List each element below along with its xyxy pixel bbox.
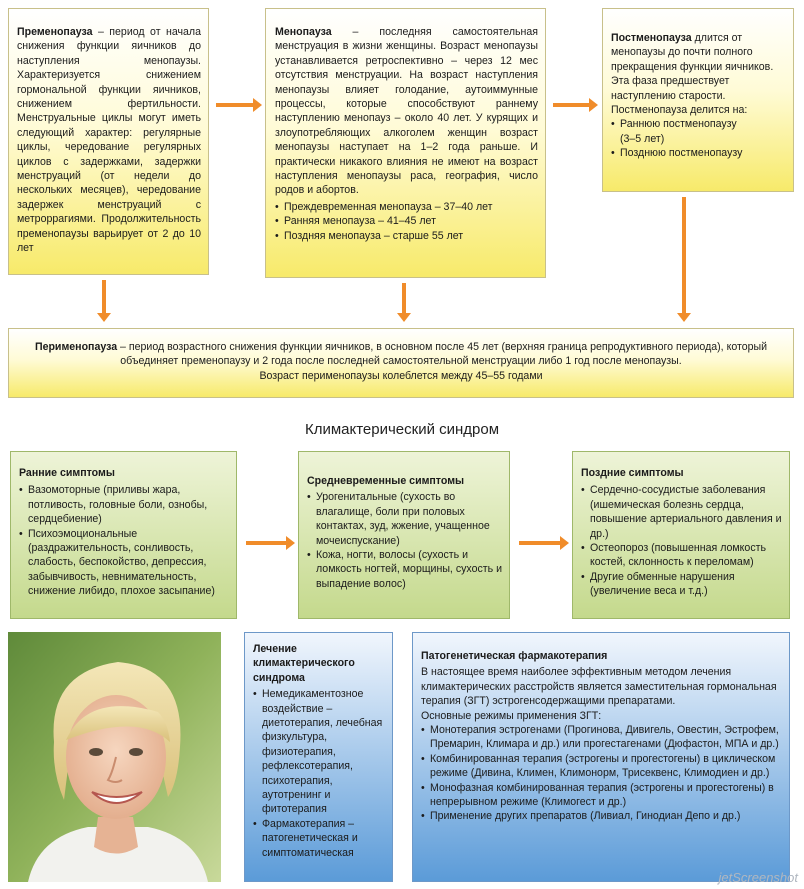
pharmacotherapy-title: Патогенетическая фармакотерапия	[421, 650, 608, 662]
arrow-down-icon	[102, 280, 106, 314]
pharmacotherapy-modes: Основные режимы применения ЗГТ:	[421, 709, 602, 722]
list-item: • Остеопороз (повышенная ломкость костей, склонность к переломам)	[581, 541, 782, 570]
woman-portrait-icon	[8, 632, 221, 882]
late-symptoms-box	[572, 451, 790, 619]
perimenopause-age: Возраст перименопаузы колеблется между 45–55 годами	[259, 369, 543, 382]
list-item: • Урогенитальные (сухость во влагалище, боли при половых контактах, зуд, жжение, учащенное мочеиспускание)	[307, 490, 502, 548]
early-symptoms-list	[19, 483, 229, 598]
perimenopause-box	[8, 328, 794, 398]
treatment-title: Лечение климактерического синдрома	[253, 643, 355, 684]
postmenopause-box	[602, 8, 794, 192]
treatment-box	[244, 632, 393, 882]
list-item: • Преждевременная менопауза – 37–40 лет	[275, 200, 538, 214]
postmenopause-list	[611, 117, 786, 160]
menopause-list	[275, 200, 538, 243]
list-item: • Психоэмоциональные (раздражительность, сонливость, слабость, беспокойство, депрессия, забывчивость, невнимательность, снижение либидо, плохое засыпание)	[19, 527, 229, 599]
list-item: • Монотерапия эстрогенами (Прогинова, Дивигель, Овестин, Эстрофем, Премарин, Климара и др.) или прогестагенами (Дюфастон, МПА и др.)	[421, 723, 781, 752]
pharmacotherapy-box	[412, 632, 790, 882]
postmenopause-text: длится от менопаузы до почти полного прекращения функции яичников. Эта фаза предшествует наступлению старости.	[611, 32, 774, 102]
perimenopause-text: – период возрастного снижения функции яичников, в основном после 45 лет (верхняя граница репродуктивного периода), который объединяет пременопаузу и 2 года после последней самостоятельной менструации либо 1 год после менопаузы.	[117, 341, 768, 368]
list-item: • Комбинированная терапия (эстрогены и прогестогены) в циклическом режиме (Дивина, Климен, Климонорм, Трисеквенс, Климодиен и др.)	[421, 752, 781, 781]
arrow-right-icon	[246, 541, 287, 545]
treatment-list	[253, 687, 386, 860]
list-item: • Кожа, ногти, волосы (сухость и ломкость ногтей, морщины, сухость и выпадение волос)	[307, 548, 502, 591]
list-item: • Сердечно-сосудистые заболевания (ишемическая болезнь сердца, повышение артериального давления и др.)	[581, 483, 782, 541]
arrow-down-icon	[682, 197, 686, 314]
woman-photo	[8, 632, 221, 882]
postmenopause-divides: Постменопауза делится на:	[611, 104, 748, 117]
menopause-box	[265, 8, 546, 278]
list-item: • Немедикаментозное воздействие – диетотерапия, лечебная физкультура, физиотерапия, рефлексотерапия, психотерапия, аутотренинг и фитотерапия	[253, 687, 386, 817]
list-item: • Вазомоторные (приливы жара, потливость, головные боли, ознобы, сердцебиение)	[19, 483, 229, 526]
arrow-right-icon	[553, 103, 590, 107]
mid-symptoms-title: Средневременные симптомы	[307, 475, 465, 487]
arrow-down-icon	[402, 283, 406, 314]
menopause-title: Менопауза	[275, 26, 332, 38]
premenopause-box	[8, 8, 209, 275]
list-item: • Монофазная комбинированная терапия (эстрогены и прогестогены) в непрерывном режиме (Климогест и др.)	[421, 781, 781, 810]
pharmacotherapy-list	[421, 723, 781, 824]
list-item: • Ранняя менопауза – 41–45 лет	[275, 214, 538, 228]
early-symptoms-box	[10, 451, 237, 619]
late-symptoms-title: Поздние симптомы	[581, 467, 684, 479]
list-item: • Раннюю постменопаузу (3–5 лет)	[611, 117, 786, 146]
premenopause-text: – период от начала снижения функции яичников до наступления менопаузы. Характеризуется снижением гормональной функции яичников, снижением фертильности. Менструальные циклы могут иметь следующий характер: регулярные циклы, чередование регулярных циклов с задержками, задержки менструаций (от недели до нескольких месяцев), чередование задержек менструаций с метроррагиями. Продолжительность пременопаузы варьирует от 2 до 10 лет	[17, 26, 201, 255]
premenopause-title: Пременопауза	[17, 26, 93, 38]
postmenopause-title: Постменопауза	[611, 32, 692, 44]
list-item: • Поздняя менопауза – старше 55 лет	[275, 229, 538, 243]
early-symptoms-title: Ранние симптомы	[19, 467, 115, 479]
arrow-right-icon	[216, 103, 254, 107]
arrow-right-icon	[519, 541, 561, 545]
pharmacotherapy-text: В настоящее время наиболее эффективным методом лечения климактерических расстройств является заместительная гормональная терапия (ЗГТ) эстрогенсодержащими препаратами.	[421, 666, 777, 708]
late-symptoms-list	[581, 483, 782, 598]
list-item: • Применение других препаратов (Ливиал, Гинодиан Депо и др.)	[421, 809, 781, 823]
watermark: jetScreenshot	[718, 870, 798, 885]
menopause-text: – последняя самостоятельная менструация в жизни женщины. Возраст менопаузы устанавливается ретроспективно – через 12 мес отсутствия менструации. На возраст наступления менопаузы влияет голодание, аутоиммунные процессы, которые способствуют раннему наступлению менопауз – около 40 лет. У курящих и злоупотребляющих алкоголем женщин возраст менопаузы наступает на 1–2 года раньше. И практически никакого влияния не имеют на возраст наступления менопаузы раса, география, число родов и абортов.	[275, 26, 538, 197]
perimenopause-title: Перименопауза	[34, 341, 118, 353]
mid-symptoms-box	[298, 451, 510, 619]
syndrome-title: Климактерический синдром	[304, 421, 500, 438]
mid-symptoms-list	[307, 490, 502, 591]
list-item: • Фармакотерапия – патогенетическая и симптоматическая	[253, 817, 386, 860]
list-item: • Позднюю постменопаузу	[611, 146, 786, 160]
list-item: • Другие обменные нарушения (увеличение веса и т.д.)	[581, 570, 782, 599]
